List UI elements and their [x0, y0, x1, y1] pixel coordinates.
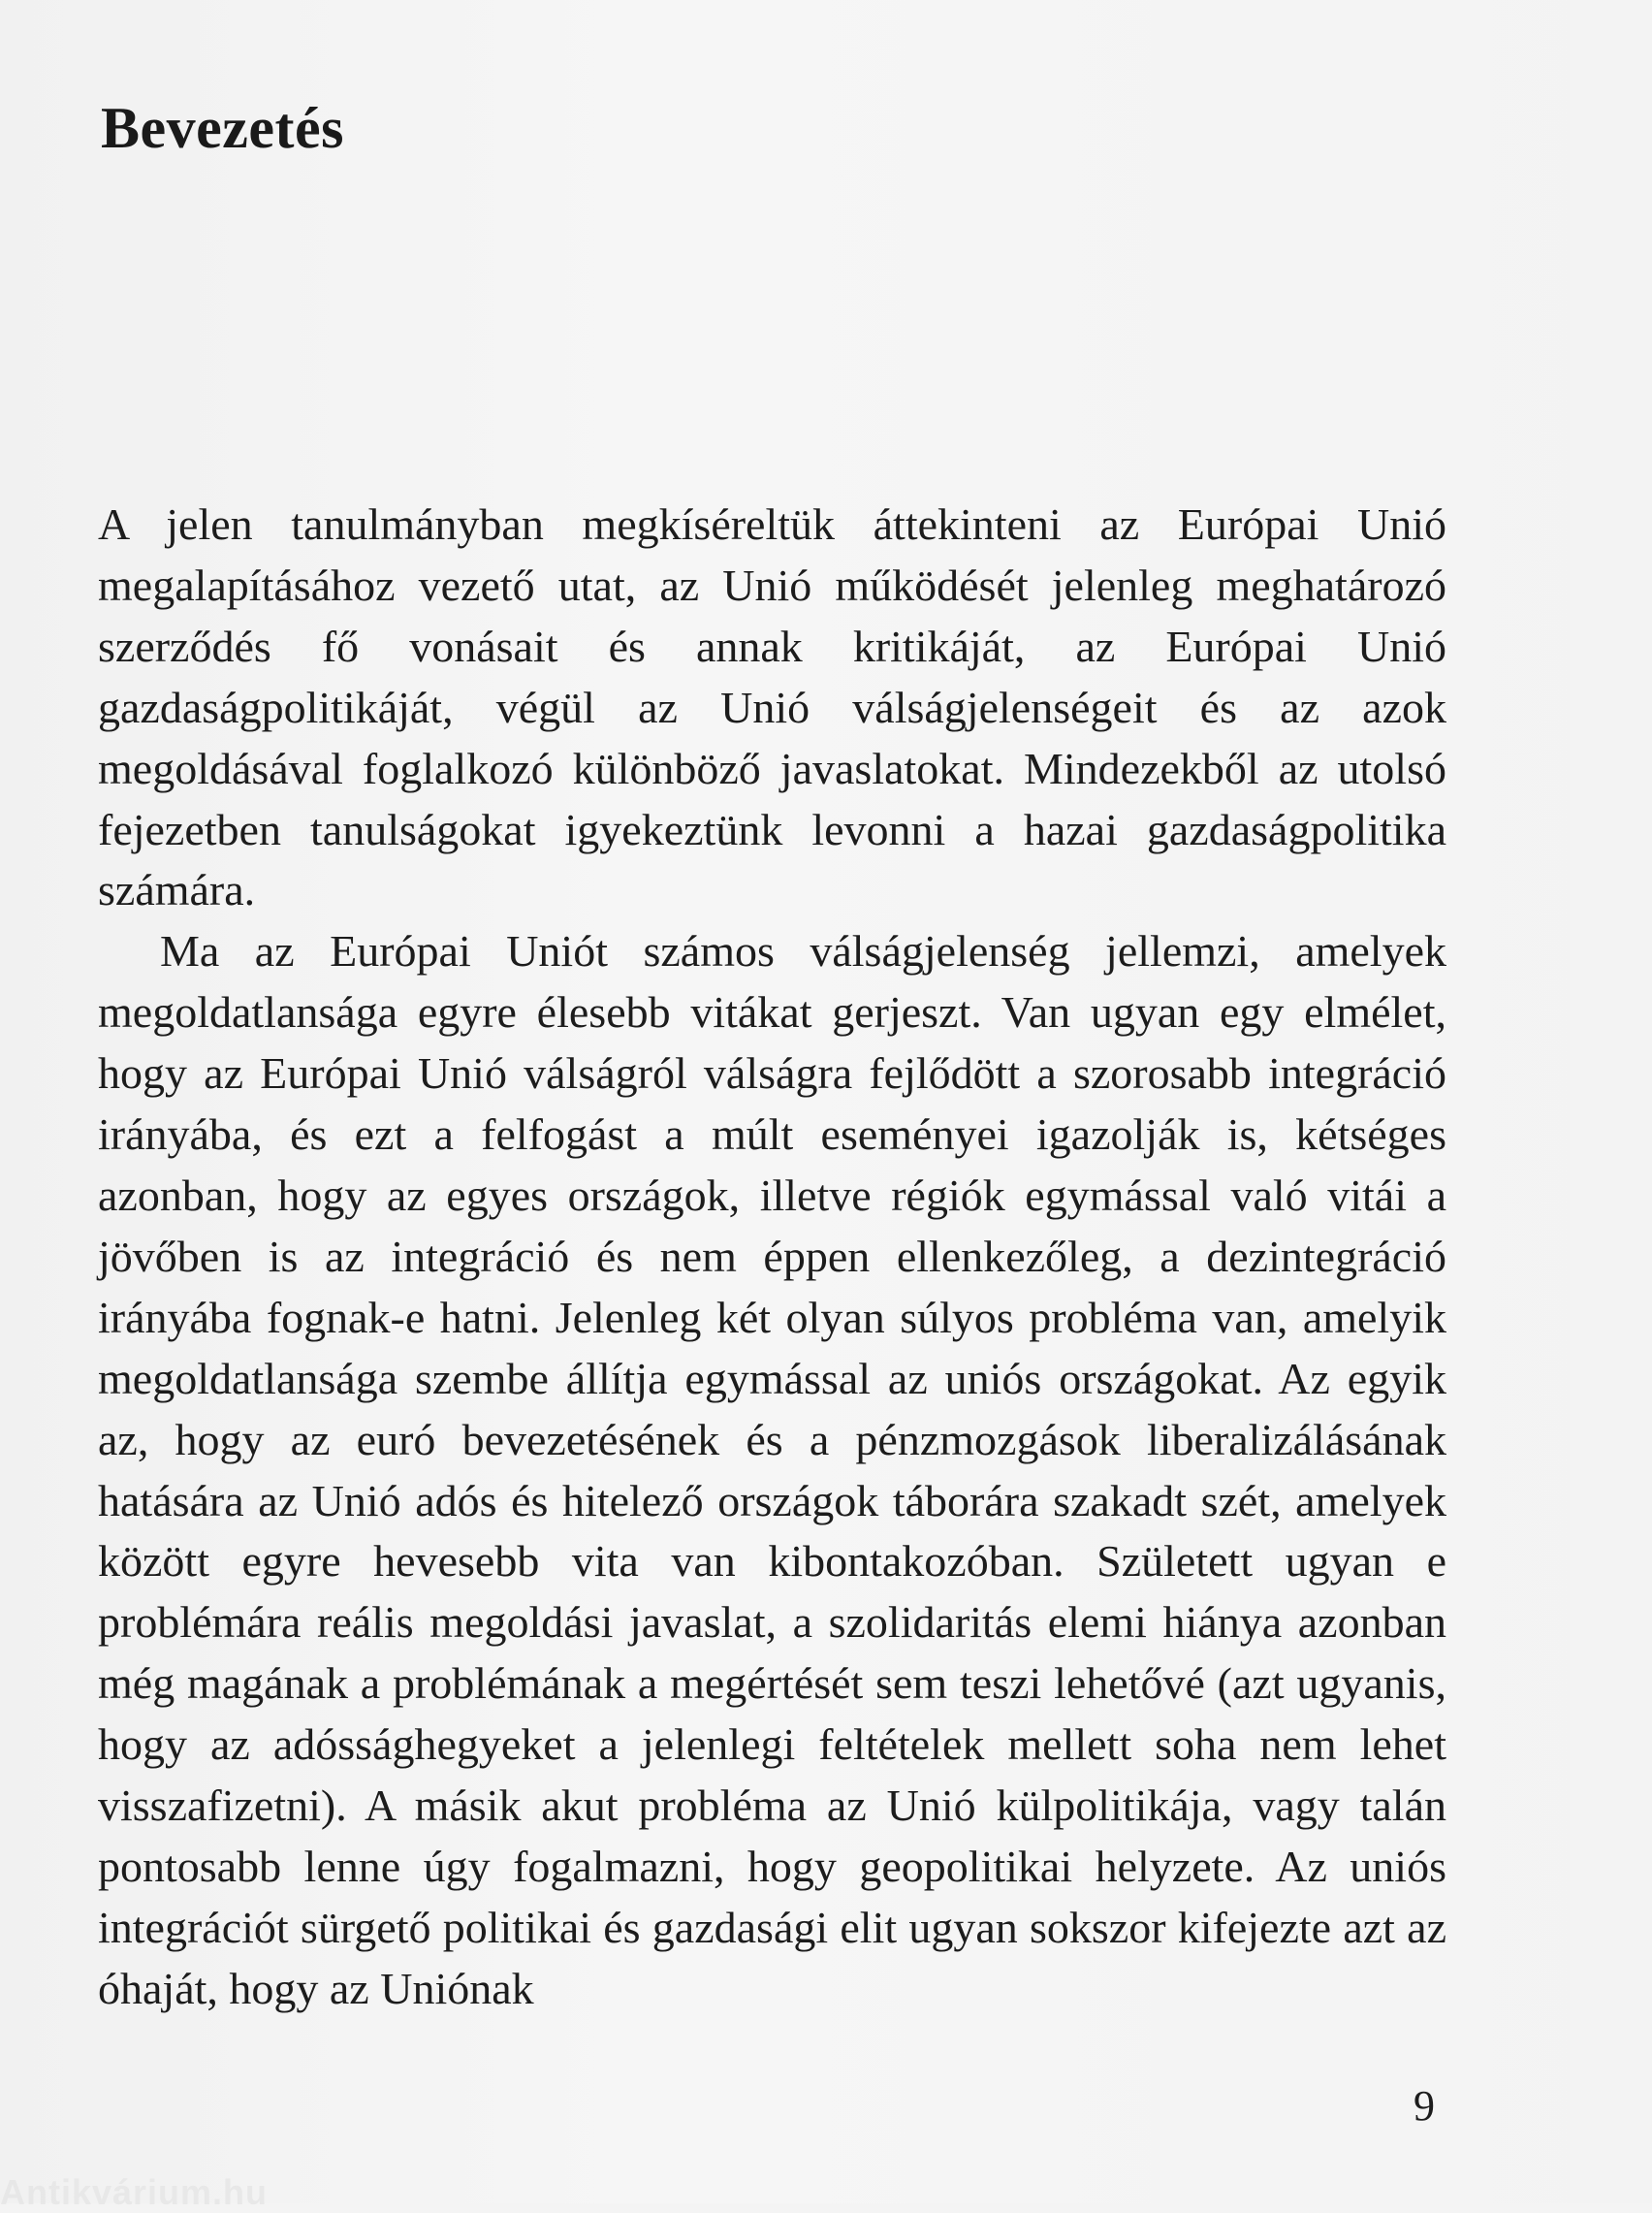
- paragraph-1: A jelen tanulmányban megkíséreltük áttekinteni az Európai Unió megalapításához vezető utat, az Unió működését jelenleg meghatározó szerződés fő vonásait és annak kritikáját, az Európai Unió gazdaságpolitikáját, végül az Unió válságjelenségeit és az azok megoldásával foglalkozó különböző javaslatokat. Mindezekből az utolsó fejezetben tanulságokat igyekeztünk levonni a hazai gazdaságpolitika számára.: [98, 499, 1446, 915]
- body-text: [98, 495, 1446, 2020]
- paragraph-2: Ma az Európai Uniót számos válságjelenség jellemzi, amelyek megoldatlansága egyre élesebb vitákat gerjeszt. Van ugyan egy elmélet, hogy az Európai Unió válságról válságra fejlődött a szorosabb integráció irányába, és ezt a felfogást a múlt eseményei igazolják is, kétséges azonban, hogy az egyes országok, illetve régiók egymással való vitái a jövőben is az integráció és nem éppen ellenkezőleg, a dezintegráció irányába fognak-e hatni. Jelenleg két olyan súlyos probléma van, amelyik megoldatlansága szembe állítja egymással az uniós országokat. Az egyik az, hogy az euró bevezetésének és a pénzmozgások liberalizálásának hatására az Unió adós és hitelező országok táborára szakadt szét, amelyek között egyre hevesebb vita van kibontakozóban. Született ugyan e problémára reális megoldási javaslat, a szolidaritás elemi hiánya azonban még magának a problémának a megértését sem teszi lehetővé (azt ugyanis, hogy az adóssághegyeket a jelenlegi feltételek mellett soha nem lehet visszafizetni). A másik akut probléma az Unió külpolitikája, vagy talán pontosabb lenne úgy fogalmazni, hogy geopolitikai helyzete. Az uniós integrációt sürgető politikai és gazdasági elit ugyan sokszor kifejezte azt az óhaját, hogy az Uniónak: [98, 926, 1446, 2013]
- watermark-text: Antikvárium.hu: [0, 2172, 269, 2212]
- chapter-heading: Bevezetés: [101, 96, 345, 160]
- page-number: 9: [1414, 2082, 1435, 2130]
